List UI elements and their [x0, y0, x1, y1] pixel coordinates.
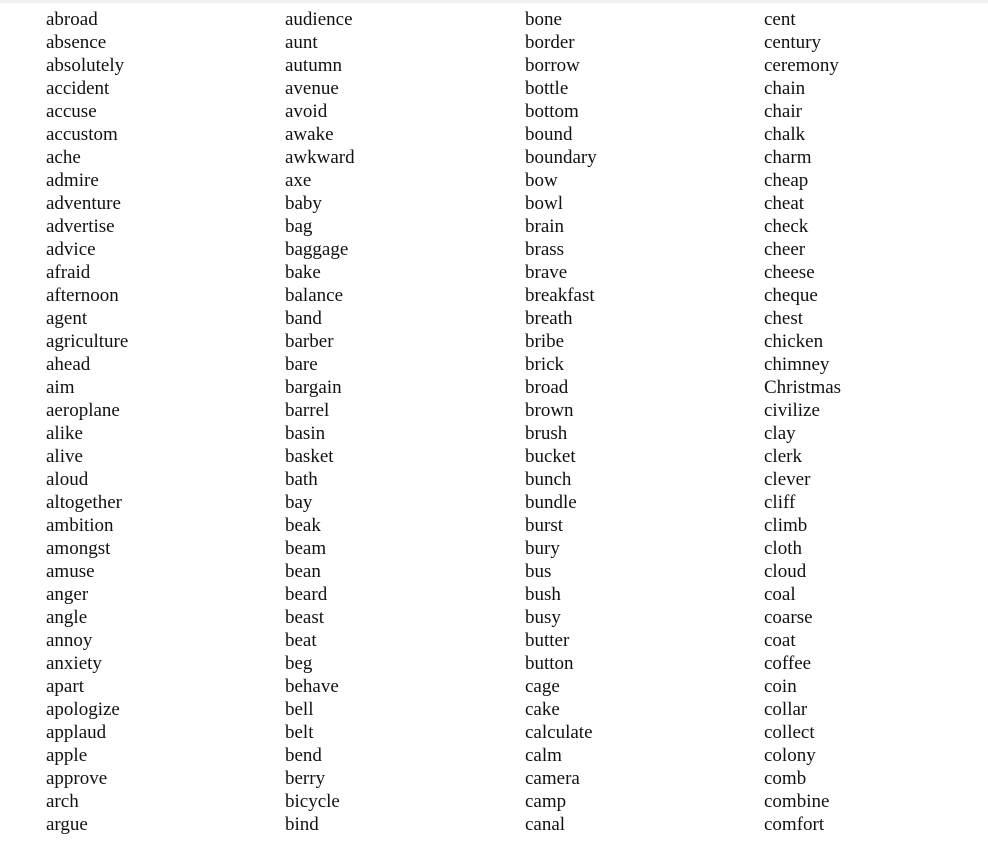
word-item: awkward	[285, 147, 355, 168]
word-column-3	[525, 8, 597, 836]
word-item: comb	[764, 768, 807, 789]
word-item: bell	[285, 699, 314, 720]
word-item: apple	[46, 745, 88, 766]
word-item: bottom	[525, 101, 579, 122]
word-item: afraid	[46, 262, 91, 283]
word-item: autumn	[285, 55, 342, 76]
word-item: brick	[525, 354, 565, 375]
word-item: aloud	[46, 469, 89, 490]
word-item: accuse	[46, 101, 97, 122]
word-item: brave	[525, 262, 568, 283]
word-column-4	[764, 8, 841, 836]
word-item: argue	[46, 814, 88, 835]
word-item: cheque	[764, 285, 818, 306]
word-item: band	[285, 308, 322, 329]
word-item: chest	[764, 308, 804, 329]
word-item: audience	[285, 9, 353, 30]
word-item: apart	[46, 676, 84, 697]
word-item: cloud	[764, 561, 807, 582]
word-item: collar	[764, 699, 808, 720]
word-item: barrel	[285, 400, 330, 421]
word-item: bunch	[525, 469, 572, 490]
word-item: basket	[285, 446, 334, 467]
word-item: arch	[46, 791, 79, 812]
word-item: coffee	[764, 653, 812, 674]
word-item: absence	[46, 32, 107, 53]
word-item: abroad	[46, 9, 98, 30]
word-item: cent	[764, 9, 796, 30]
word-item: civilize	[764, 400, 820, 421]
word-item: busy	[525, 607, 561, 628]
word-item: camera	[525, 768, 580, 789]
word-item: border	[525, 32, 575, 53]
word-item: bind	[285, 814, 319, 835]
word-item: butter	[525, 630, 570, 651]
word-item: ambition	[46, 515, 114, 536]
word-item: altogether	[46, 492, 122, 513]
word-item: baggage	[285, 239, 349, 260]
word-item: coal	[764, 584, 796, 605]
word-item: aim	[46, 377, 75, 398]
word-item: agriculture	[46, 331, 129, 352]
word-item: bicycle	[285, 791, 340, 812]
word-item: check	[764, 216, 809, 237]
word-item: chain	[764, 78, 806, 99]
word-item: basin	[285, 423, 326, 444]
word-item: bottle	[525, 78, 569, 99]
word-item: aunt	[285, 32, 318, 53]
word-item: beam	[285, 538, 327, 559]
word-item: advice	[46, 239, 96, 260]
word-item: beard	[285, 584, 328, 605]
word-item: button	[525, 653, 574, 674]
word-item: collect	[764, 722, 815, 743]
word-item: cage	[525, 676, 560, 697]
word-item: brain	[525, 216, 565, 237]
word-item: barber	[285, 331, 334, 352]
word-item: borrow	[525, 55, 580, 76]
word-item: anger	[46, 584, 89, 605]
word-item: bus	[525, 561, 552, 582]
word-item: comfort	[764, 814, 825, 835]
word-item: adventure	[46, 193, 121, 214]
word-item: absolutely	[46, 55, 125, 76]
word-item: bound	[525, 124, 573, 145]
word-item: bone	[525, 9, 562, 30]
word-item: amuse	[46, 561, 95, 582]
word-item: charm	[764, 147, 812, 168]
page-top-edge	[0, 0, 988, 3]
word-item: calculate	[525, 722, 593, 743]
word-item: bare	[285, 354, 318, 375]
word-item: agent	[46, 308, 88, 329]
word-item: advertise	[46, 216, 115, 237]
word-item: baby	[285, 193, 322, 214]
word-item: bean	[285, 561, 321, 582]
word-item: chair	[764, 101, 802, 122]
word-item: accident	[46, 78, 110, 99]
word-item: alive	[46, 446, 83, 467]
word-item: canal	[525, 814, 566, 835]
word-column-2	[285, 8, 355, 836]
word-item: bush	[525, 584, 561, 605]
word-item: brush	[525, 423, 568, 444]
word-item: cliff	[764, 492, 796, 513]
word-item: bucket	[525, 446, 576, 467]
word-item: coarse	[764, 607, 813, 628]
word-item: beast	[285, 607, 325, 628]
word-item: admire	[46, 170, 99, 191]
word-item: cheat	[764, 193, 805, 214]
word-item: aeroplane	[46, 400, 120, 421]
word-item: bowl	[525, 193, 563, 214]
word-item: chimney	[764, 354, 830, 375]
word-item: climb	[764, 515, 808, 536]
word-item: boundary	[525, 147, 597, 168]
word-item: awake	[285, 124, 334, 145]
word-item: beat	[285, 630, 317, 651]
word-item: chalk	[764, 124, 806, 145]
word-item: avenue	[285, 78, 339, 99]
word-item: beak	[285, 515, 321, 536]
word-item: avoid	[285, 101, 328, 122]
word-item: bay	[285, 492, 313, 513]
word-item: annoy	[46, 630, 93, 651]
word-item: burst	[525, 515, 563, 536]
word-item: coin	[764, 676, 797, 697]
word-item: colony	[764, 745, 816, 766]
word-item: belt	[285, 722, 314, 743]
word-item: balance	[285, 285, 344, 306]
word-item: clay	[764, 423, 796, 444]
word-item: combine	[764, 791, 830, 812]
word-item: broad	[525, 377, 569, 398]
word-item: bury	[525, 538, 560, 559]
word-item: cheese	[764, 262, 815, 283]
word-item: clever	[764, 469, 811, 490]
word-item: cheap	[764, 170, 809, 191]
word-item: ahead	[46, 354, 91, 375]
word-item: berry	[285, 768, 326, 789]
word-item: axe	[285, 170, 312, 191]
word-item: cheer	[764, 239, 806, 260]
word-item: calm	[525, 745, 562, 766]
word-item: amongst	[46, 538, 111, 559]
word-item: breath	[525, 308, 573, 329]
word-item: breakfast	[525, 285, 595, 306]
word-item: ache	[46, 147, 81, 168]
word-item: clerk	[764, 446, 802, 467]
word-item: Christmas	[764, 377, 842, 398]
word-item: ceremony	[764, 55, 839, 76]
word-item: bake	[285, 262, 321, 283]
word-item: afternoon	[46, 285, 119, 306]
word-item: brass	[525, 239, 565, 260]
word-item: behave	[285, 676, 339, 697]
word-item: brown	[525, 400, 574, 421]
word-item: applaud	[46, 722, 107, 743]
word-item: bundle	[525, 492, 577, 513]
word-item: century	[764, 32, 821, 53]
word-item: bag	[285, 216, 313, 237]
word-item: accustom	[46, 124, 118, 145]
word-item: alike	[46, 423, 83, 444]
word-item: beg	[285, 653, 313, 674]
word-item: bend	[285, 745, 322, 766]
word-item: cake	[525, 699, 560, 720]
word-column-1	[46, 8, 128, 836]
word-item: anxiety	[46, 653, 102, 674]
word-item: bribe	[525, 331, 565, 352]
word-item: cloth	[764, 538, 802, 559]
word-item: approve	[46, 768, 108, 789]
word-item: bargain	[285, 377, 342, 398]
word-item: coat	[764, 630, 796, 651]
word-item: bath	[285, 469, 318, 490]
word-item: camp	[525, 791, 567, 812]
word-item: chicken	[764, 331, 824, 352]
word-item: angle	[46, 607, 88, 628]
word-item: apologize	[46, 699, 120, 720]
word-item: bow	[525, 170, 558, 191]
